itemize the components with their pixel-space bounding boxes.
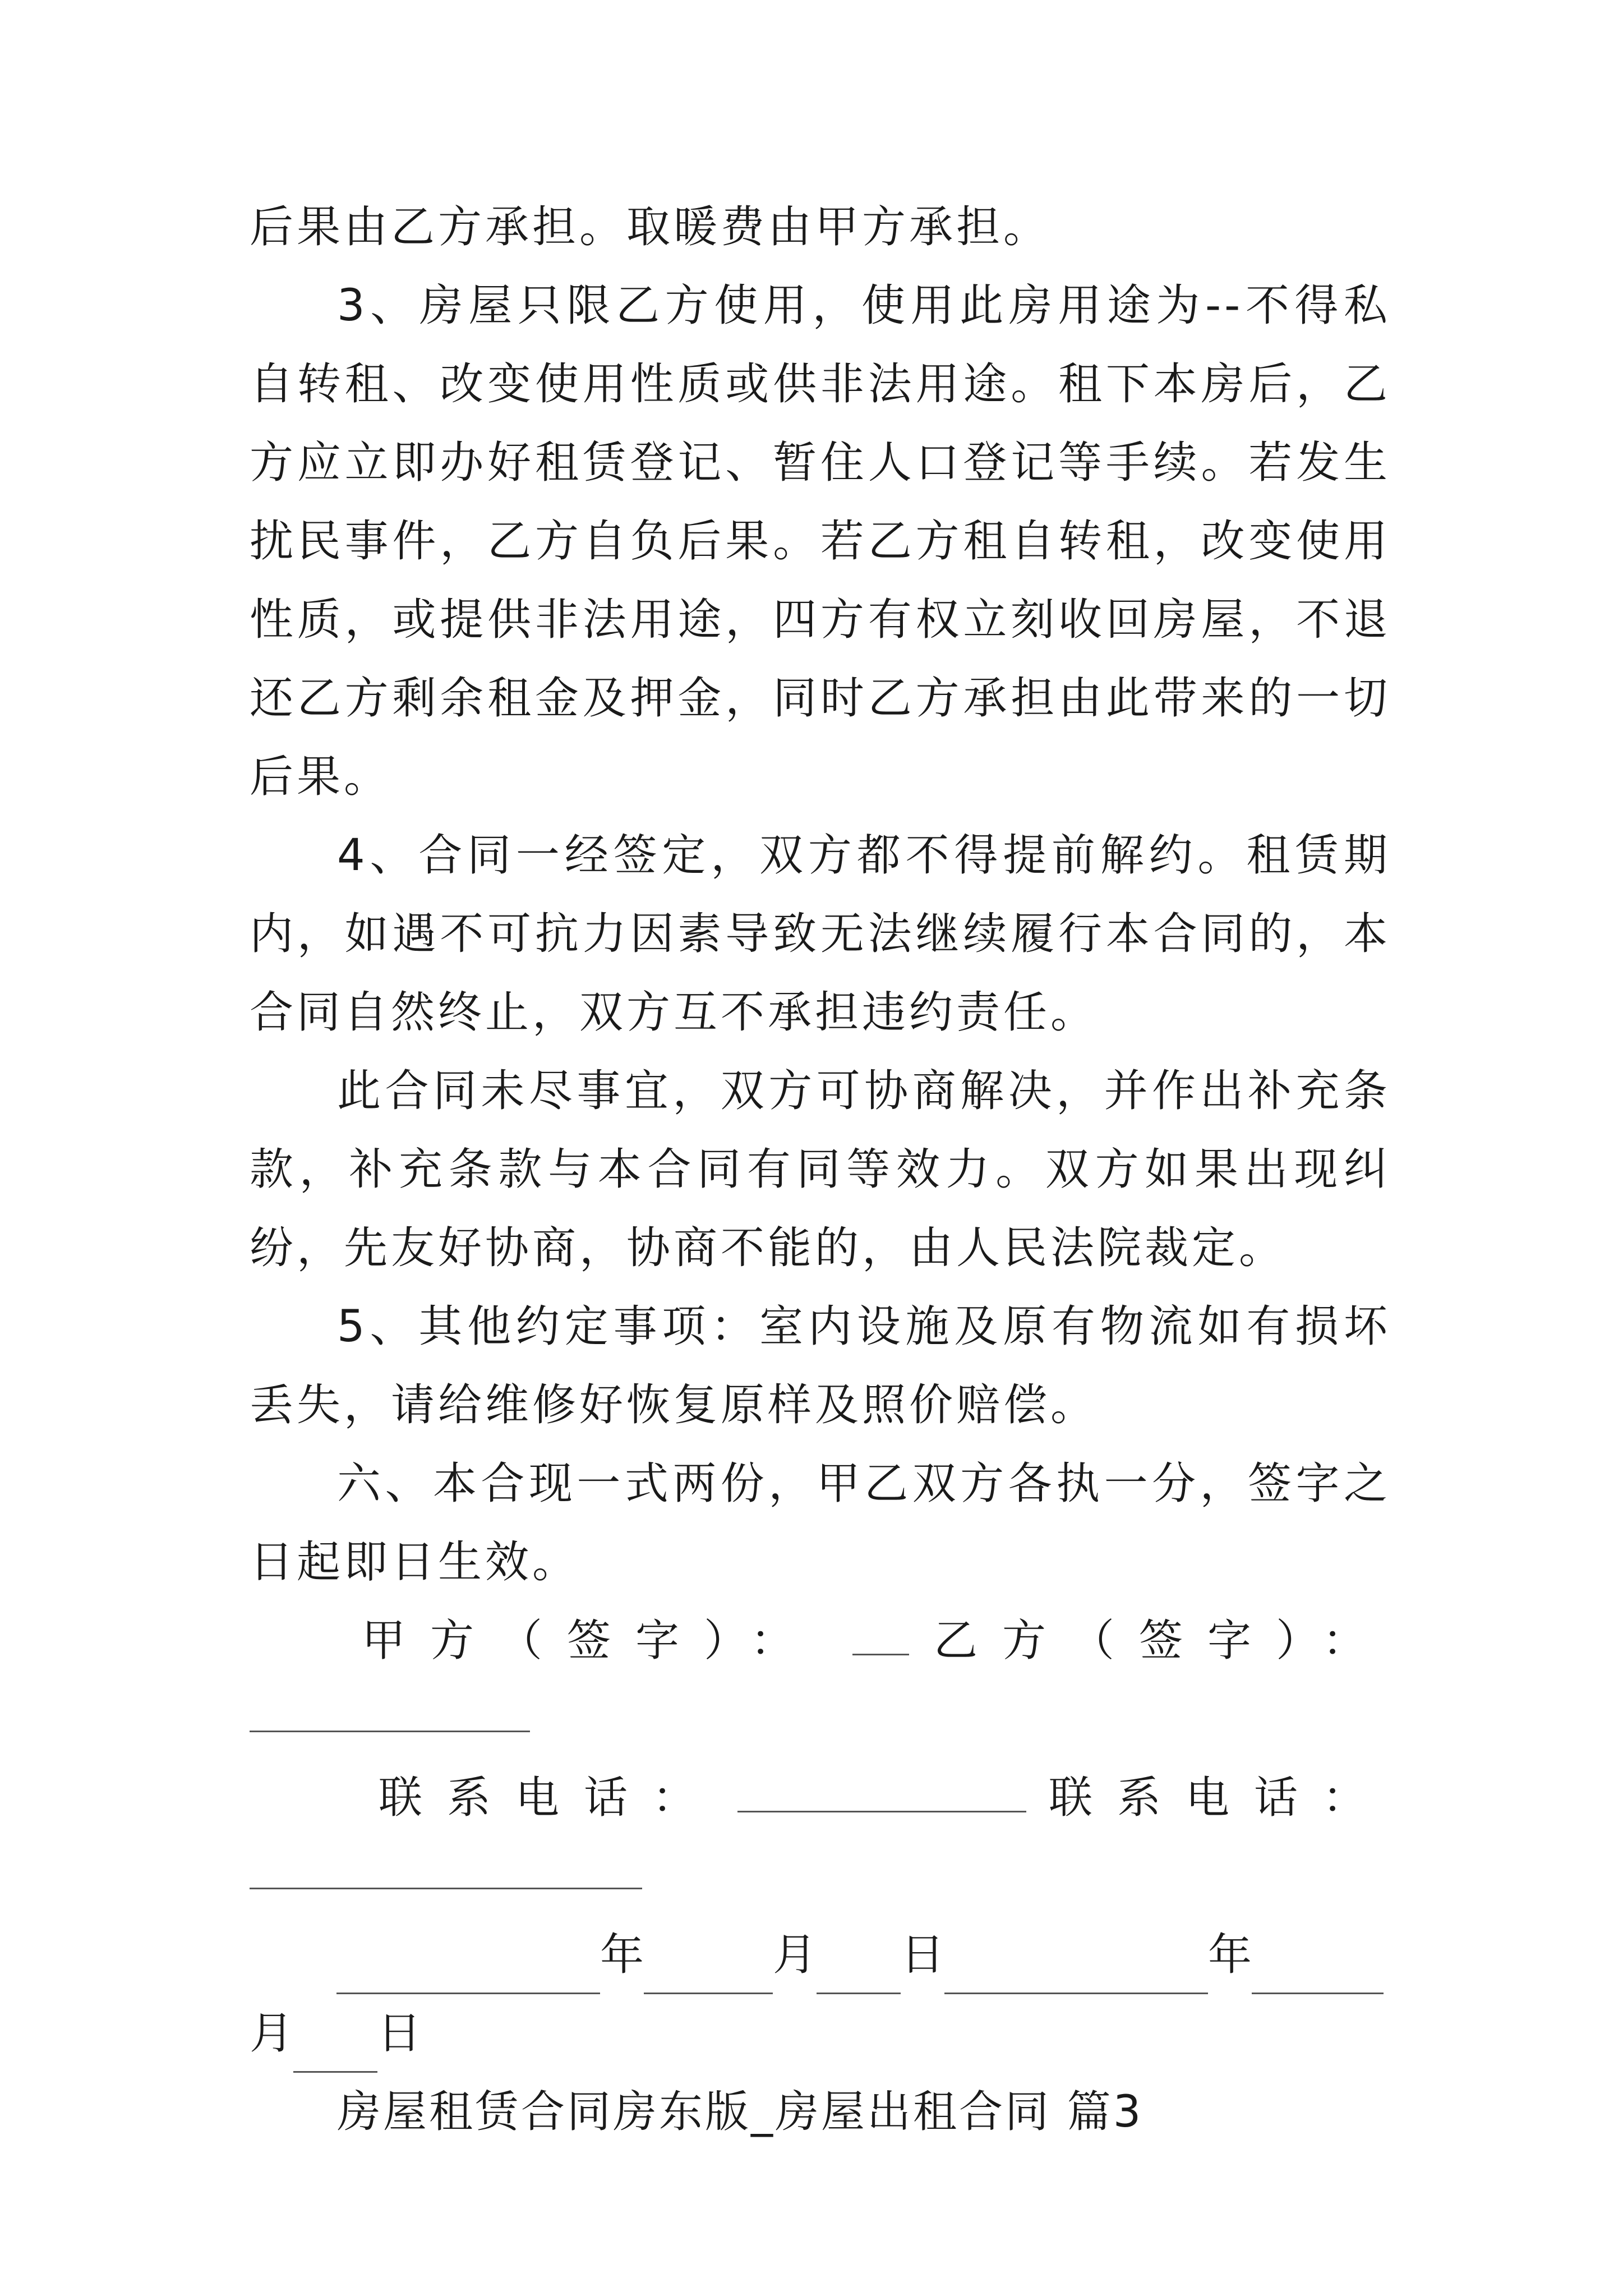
party-a-month-blank[interactable]	[644, 1942, 773, 1994]
month-label-b: 月	[250, 2008, 294, 2059]
clause-3: 3、房屋只限乙方使用，使用此房用途为--不得私自转租、改变使用性质或供非法用途。租下本房后，乙方应立即办好租赁登记、暂住人口登记等手续。若发生扰民事件，乙方自负后果。若乙方租自转租，改变使用性质，或提供非法用途，四方有权立刻收回房屋，不退还乙方剩余租金及押金，同时乙方承担由此带来的一切后果。	[250, 280, 1391, 802]
party-b-phone-line-row	[250, 1837, 1391, 1916]
party-a-signature-label: 甲方（签字）：	[362, 1616, 819, 1666]
month-label-a: 月	[773, 1930, 817, 1980]
day-label-b: 日	[377, 2008, 422, 2059]
party-b-phone-blank[interactable]	[250, 1837, 642, 1889]
party-b-day-blank[interactable]	[293, 2021, 377, 2073]
clause-6: 六、本合现一式两份，甲乙双方各执一分，签字之日起即日生效。	[250, 1458, 1391, 1588]
clause-5: 5、其他约定事项：室内设施及原有物流如有损坏丢失，请给维修好恢复原样及照价赔偿。	[250, 1301, 1391, 1430]
paragraph-1: 后果由乙方承担。取暖费由甲方承担。	[250, 202, 1051, 252]
phone-row	[250, 1759, 1391, 1837]
party-a-signature-blank[interactable]	[852, 1603, 909, 1655]
signature-row	[250, 1602, 1391, 1680]
party-a-year-blank[interactable]	[336, 1942, 600, 1994]
next-section-heading: 房屋租赁合同房东版_房屋出租合同 篇3	[337, 2087, 1144, 2137]
year-label-b: 年	[1208, 1930, 1252, 1980]
party-b-signature-blank[interactable]	[250, 1680, 530, 1732]
party-b-phone-label: 联系电话：	[1048, 1773, 1391, 1823]
party-a-phone-blank[interactable]	[737, 1760, 1026, 1812]
year-label-a: 年	[600, 1930, 644, 1980]
party-b-month-blank[interactable]	[1252, 1942, 1384, 1994]
day-label-a: 日	[901, 1930, 945, 1980]
supplementary-clause: 此合同未尽事宜，双方可协商解决，并作出补充条款，补充条款与本合同有同等效力。双方如果出现纠纷，先友好协商，协商不能的，由人民法院裁定。	[250, 1066, 1391, 1273]
document-page	[250, 188, 1391, 2151]
clause-4: 4、合同一经签定，双方都不得提前解约。租赁期内，如遇不可抗力因素导致无法继续履行本合同的，本合同自然终止，双方互不承担违约责任。	[250, 830, 1391, 1038]
party-b-signature-line-row	[250, 1680, 1391, 1759]
date-row	[250, 1916, 1391, 1994]
party-a-phone-label: 联系电话：	[379, 1773, 721, 1823]
party-a-day-blank[interactable]	[817, 1942, 901, 1994]
party-b-year-blank[interactable]	[944, 1942, 1208, 1994]
date-row-continued	[250, 1994, 1391, 2073]
party-b-signature-label: 乙方（签字）：	[933, 1616, 1391, 1666]
